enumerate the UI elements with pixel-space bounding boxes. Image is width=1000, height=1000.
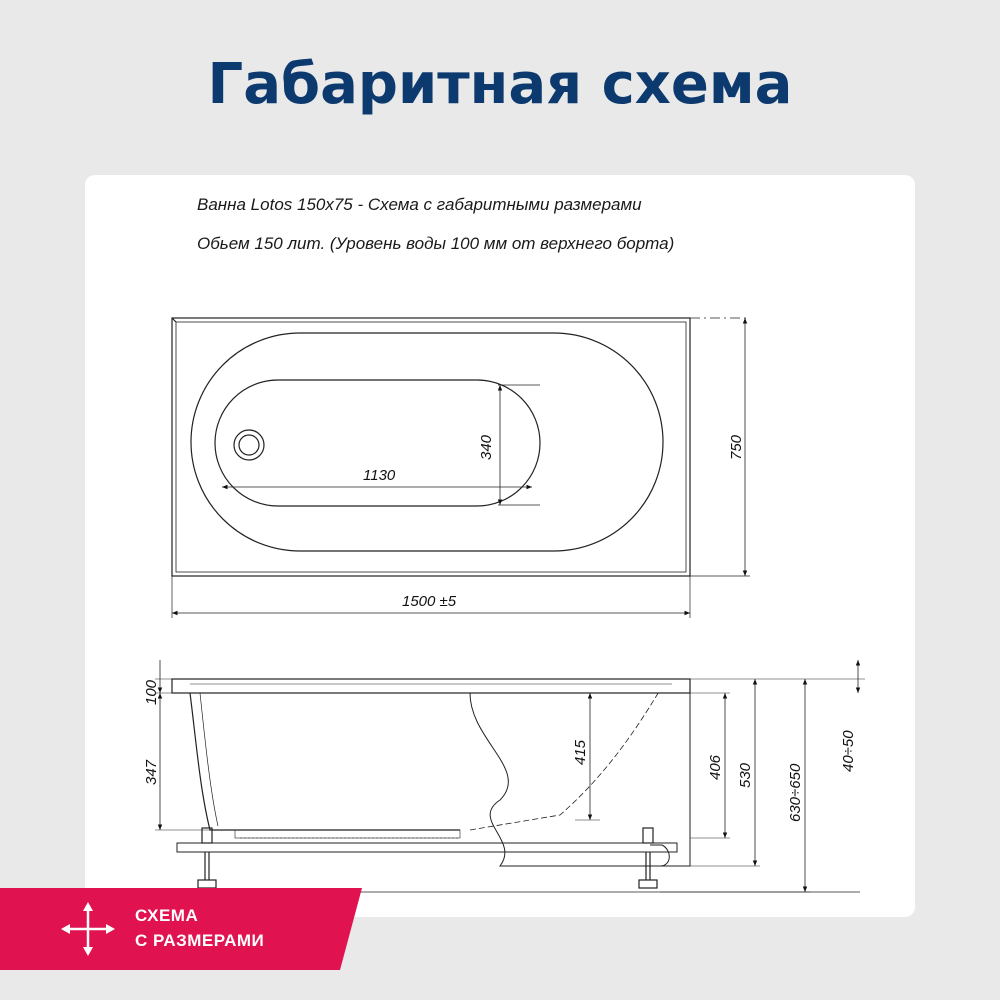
dim-label-406: 406 [707,754,724,780]
tub-outer-rim [172,318,690,576]
apron-panel [470,693,690,866]
diagram-caption-model: Ванна Lotos 150x75 - Схема с габаритными размерами [197,195,642,214]
dim-label-40-50: 40÷50 [840,730,857,772]
side-rim [172,679,690,693]
dim-label-1130: 1130 [363,467,396,484]
dim-label-100: 100 [143,679,160,705]
dim-label-530: 530 [737,762,754,788]
support-frame [177,843,677,852]
tub-rim-inner [176,322,686,572]
dim-label-630-650: 630÷650 [787,763,804,822]
dim-label-415: 415 [572,739,589,765]
page-title: Габаритная схема [207,52,793,117]
drain-inner [239,435,259,455]
leg-left [198,828,216,888]
bowl-slope-dashed [470,690,660,830]
dim-label-1500: 1500 ±5 [402,593,457,610]
siphon [650,845,669,866]
leg-right [639,828,657,888]
badge-line-2: С РАЗМЕРАМИ [135,931,265,950]
dim-label-340: 340 [478,434,495,460]
bowl-profile [190,693,460,830]
badge-line-1: СХЕМА [135,906,199,925]
badge-background [0,888,362,970]
diagram-caption-volume: Обьем 150 лит. (Уровень воды 100 мм от верхнего борта) [197,234,675,253]
dim-label-750: 750 [728,434,745,460]
tub-bowl-outline [191,333,663,551]
side-view [155,660,865,892]
top-view [172,318,750,618]
dim-label-347: 347 [143,759,160,785]
